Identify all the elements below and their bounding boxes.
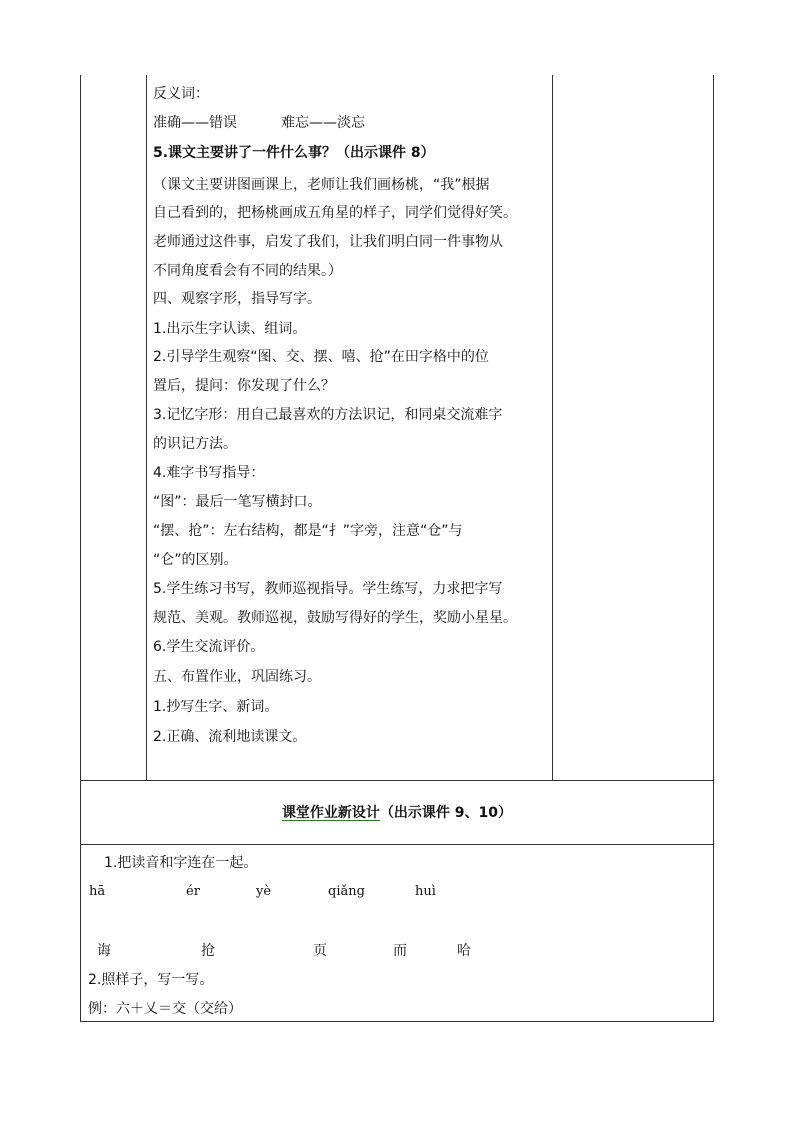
character-item: 而 [393,943,407,959]
table-right-border [713,75,714,1022]
pinyin-item: huì [415,884,436,899]
homework-question-2: 2.照样子，写一写。 [88,972,214,988]
lesson-line: 自己看到的，把杨桃画成五角星的样子，同学们觉得好笑。 [153,205,517,221]
section-heading-5: 五、布置作业，巩固练习。 [153,669,321,685]
pinyin-item: qiǎng [328,884,365,899]
row-divider-2 [80,844,714,845]
column-divider-1 [146,75,147,780]
lesson-line: 3.记忆字形：用自己最喜欢的方法识记，和同桌交流难字 [153,407,503,423]
lesson-line: 不同角度看会有不同的结果。） [153,263,342,279]
lesson-line: “图”：最后一笔写横封口。 [153,494,322,510]
pinyin-item: hā [89,884,106,899]
table-left-border [80,75,81,1022]
lesson-line: “摆、抢”：左右结构，都是“扌”字旁，注意“仓”与 [153,523,463,539]
lesson-line: 1.出示生字认读、组词。 [153,321,307,337]
pinyin-item: ér [186,884,200,899]
lesson-line: 4.难字书写指导： [153,465,265,481]
row-divider-1 [80,780,714,781]
table-bottom-border [80,1021,714,1022]
character-item: 抢 [201,943,215,959]
column-divider-2 [552,75,553,780]
lesson-line: 1.抄写生字、新词。 [153,699,279,715]
lesson-line: 老师通过这件事，启发了我们，让我们明白同一件事物从 [153,234,503,250]
lesson-line: 反义词： [153,86,209,102]
lesson-line: “仑”的区别。 [153,552,238,568]
homework-title [80,804,714,822]
homework-title-underlined: 课堂作业新设计 [281,805,380,821]
pinyin-item: yè [256,884,272,899]
homework-title-rest: （出示课件 9、10） [379,805,513,821]
antonym-pair-2: 难忘——淡忘 [281,115,365,131]
lesson-line: 5.学生练习书写，教师巡视指导。学生练写，力求把字写 [153,581,503,597]
antonym-pairs [153,114,365,132]
lesson-line: 6.学生交流评价。 [153,639,265,655]
antonym-pair-1: 准确——错误 [153,115,237,131]
section-heading-4: 四、观察字形，指导写字。 [153,291,321,307]
character-item: 页 [313,943,327,959]
lesson-line: 2.正确、流利地读课文。 [153,729,307,745]
character-item: 哈 [457,943,471,959]
lesson-line: 的识记方法。 [153,436,237,452]
lesson-line: （课文主要讲图画课上，老师让我们画杨桃，“我”根据 [153,177,490,193]
lesson-line: 规范、美观。教师巡视，鼓励写得好的学生，奖励小星星。 [153,610,517,626]
lesson-line: 置后，提问：你发现了什么？ [153,378,335,394]
lesson-line: 2.引导学生观察“图、交、摆、嘻、抢”在田字格中的位 [153,349,489,365]
homework-question-1: 1.把读音和字连在一起。 [104,855,258,871]
homework-example: 例：六＋乂＝交（交给） [88,1001,242,1017]
character-item: 诲 [97,943,111,959]
lesson-question-5: 5.课文主要讲了一件什么事？（出示课件 8） [153,145,435,161]
